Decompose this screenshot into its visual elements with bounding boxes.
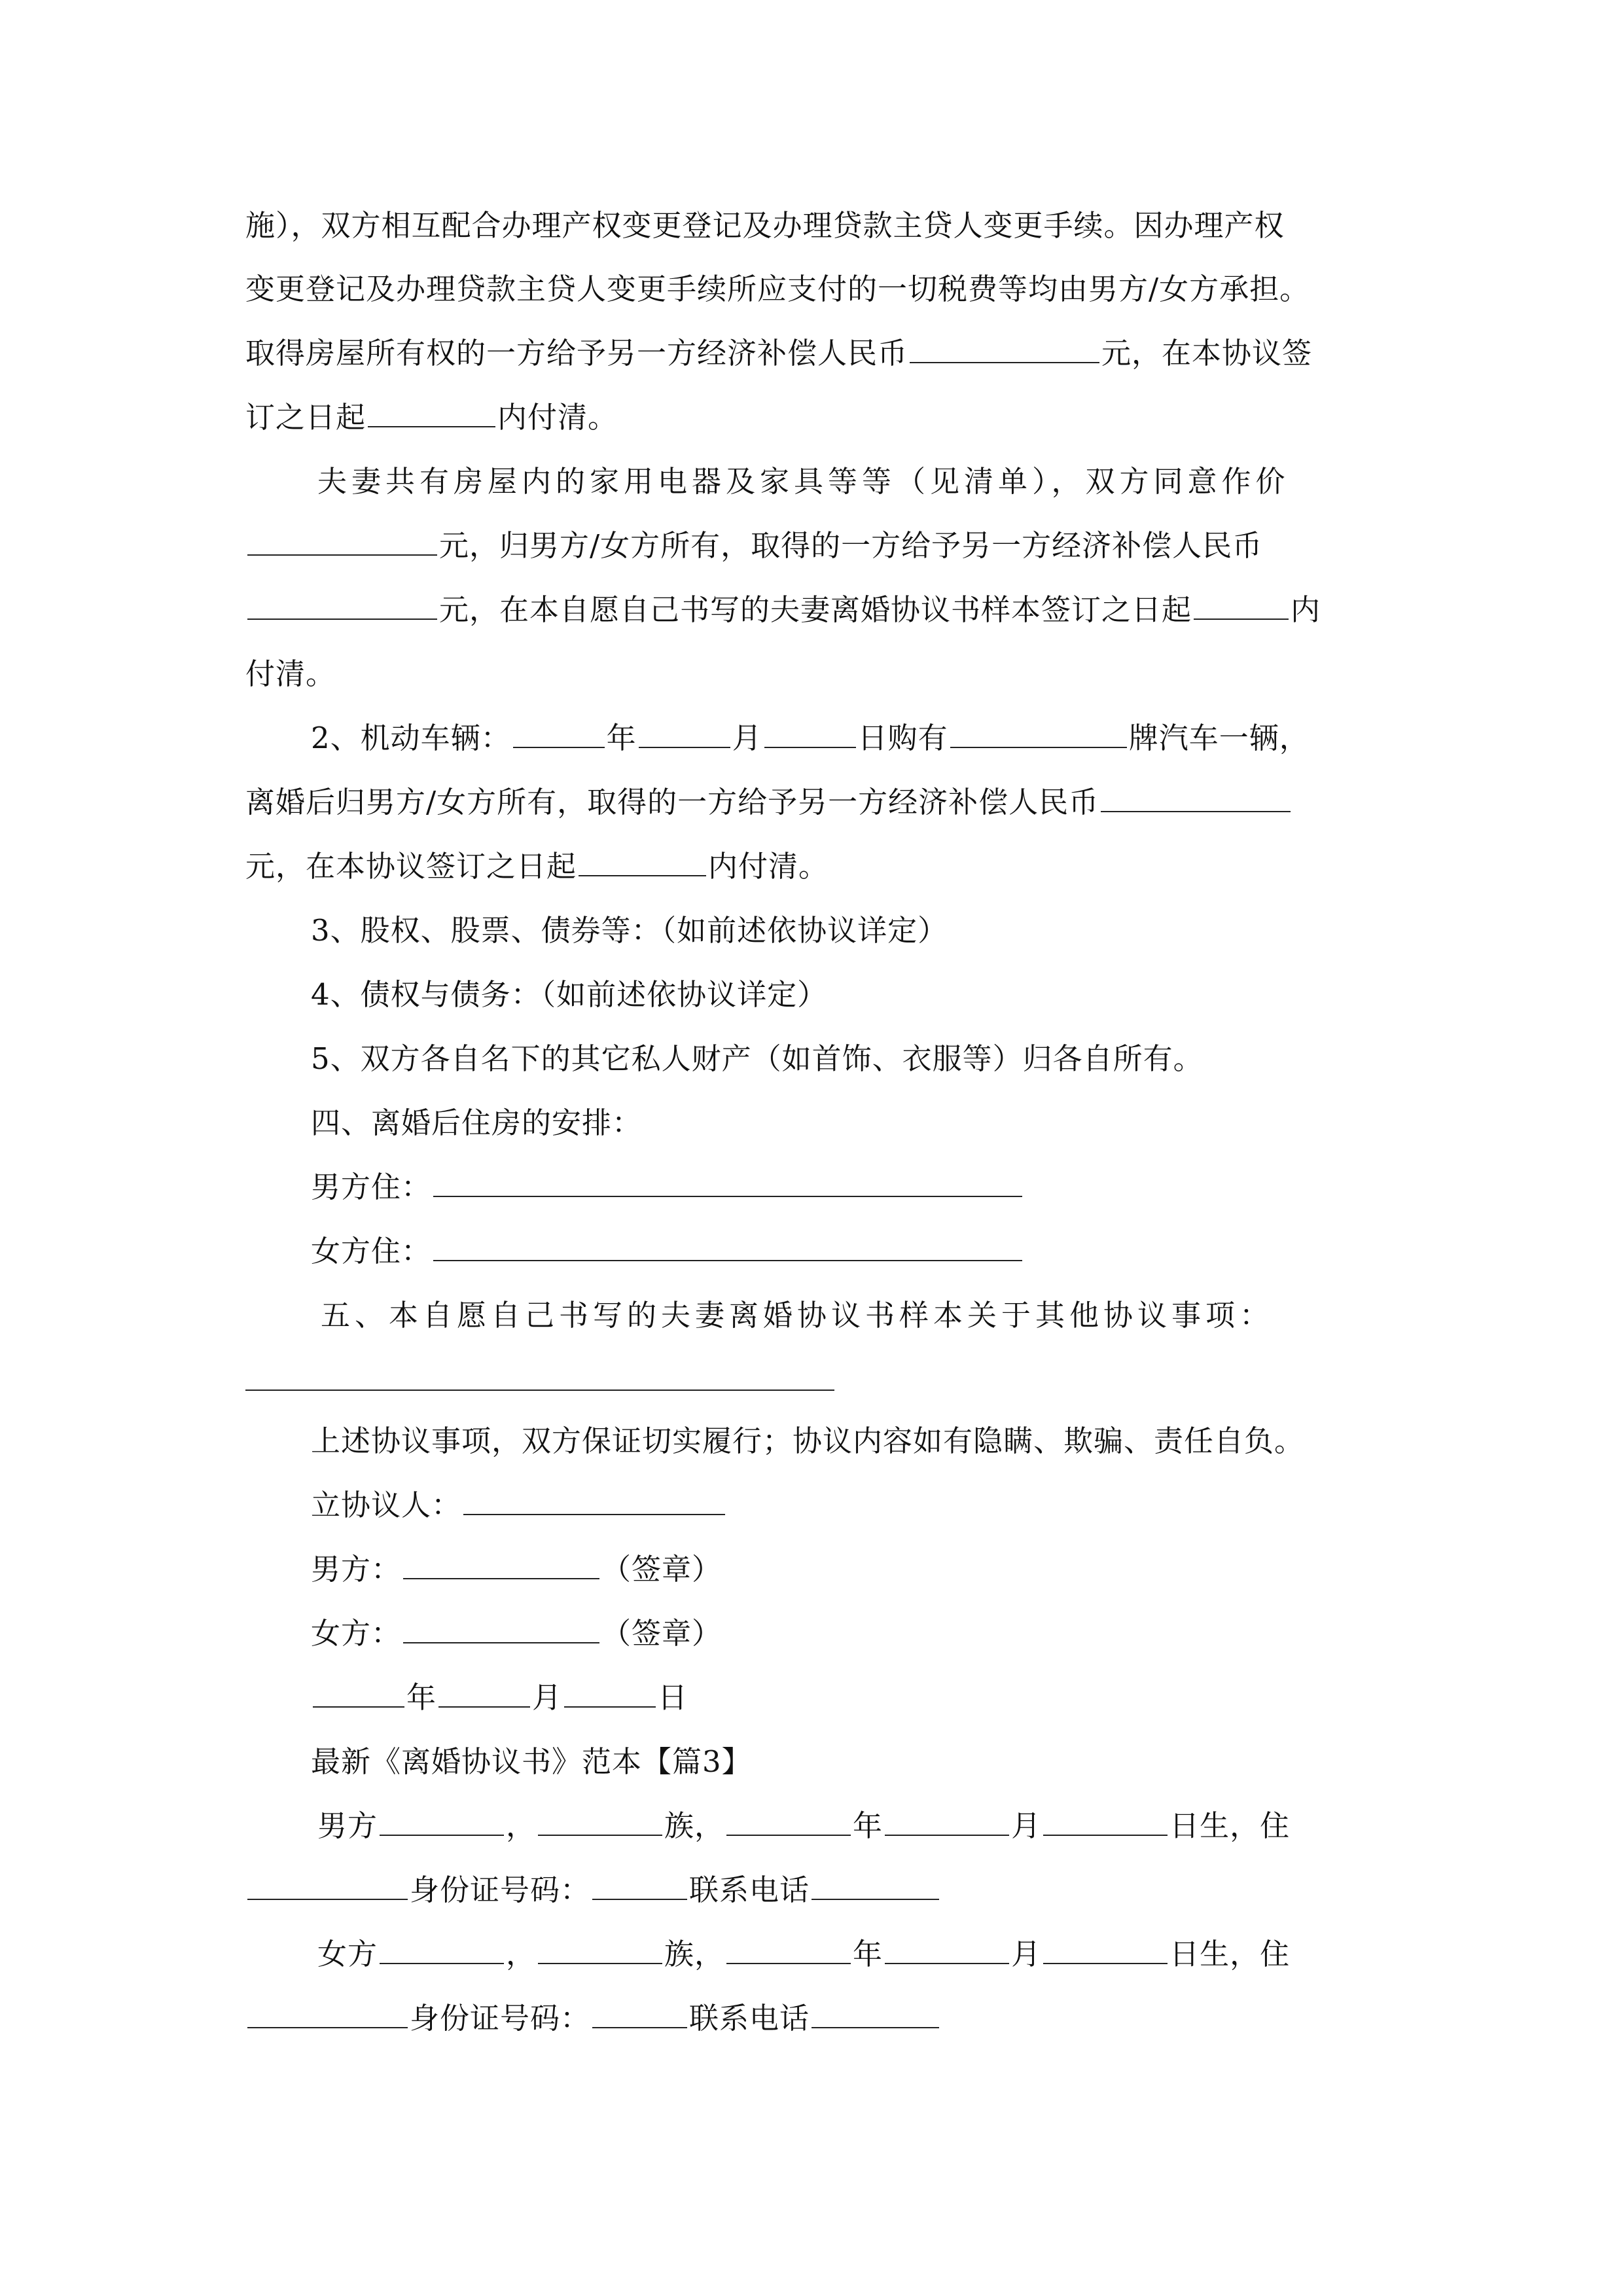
text-line: 4、债权与债务：（如前述依协议详定） bbox=[311, 977, 828, 1012]
text: 女方： bbox=[311, 1616, 402, 1651]
section-heading: 最新《离婚协议书》范本【篇3】 bbox=[311, 1744, 752, 1779]
text: 2、机动车辆： bbox=[311, 721, 511, 755]
year-blank[interactable] bbox=[513, 721, 605, 748]
text: 取得房屋所有权的一方给予另一方经济补偿人民币 bbox=[245, 336, 908, 370]
female-signature-blank[interactable] bbox=[403, 1616, 599, 1643]
text: 女方住： bbox=[311, 1234, 432, 1268]
period-blank[interactable] bbox=[368, 400, 495, 427]
text-line bbox=[311, 719, 1310, 758]
text-line: 变更登记及办理贷款主贷人变更手续所应支付的一切税费等均由男方/女方承担。 bbox=[245, 272, 1310, 306]
text: 日生，住 bbox=[1169, 1937, 1291, 1971]
period-blank[interactable] bbox=[579, 849, 706, 876]
ethnic-blank[interactable] bbox=[538, 1937, 662, 1964]
text: 月 bbox=[732, 721, 762, 755]
other-matters-blank[interactable] bbox=[245, 1390, 834, 1391]
female-residence-blank[interactable] bbox=[433, 1234, 1022, 1261]
month-blank[interactable] bbox=[639, 721, 730, 748]
text: 立协议人： bbox=[311, 1488, 462, 1522]
text-line bbox=[245, 1871, 941, 1910]
text: 内付清。 bbox=[708, 849, 829, 884]
text: 年 bbox=[606, 721, 637, 755]
address-blank[interactable] bbox=[247, 1873, 408, 1900]
text-line: 施），双方相互配合办理产权变更登记及办理贷款主贷人变更手续。因办理产权 bbox=[245, 208, 1285, 243]
section-heading: 五、本自愿自己书写的夫妻离婚协议书样本关于其他协议事项： bbox=[321, 1298, 1274, 1333]
male-signature-blank[interactable] bbox=[403, 1552, 599, 1579]
text: 元，在本协议签 bbox=[1101, 336, 1313, 370]
text: 男方： bbox=[311, 1552, 402, 1587]
year-blank[interactable] bbox=[726, 1808, 851, 1836]
period-blank[interactable] bbox=[1194, 592, 1289, 620]
brand-blank[interactable] bbox=[950, 721, 1127, 748]
text: 族， bbox=[664, 1808, 725, 1843]
text: 年 bbox=[853, 1808, 883, 1843]
text-line bbox=[245, 334, 1312, 373]
text: 内 bbox=[1291, 592, 1321, 627]
text: 身份证号码： bbox=[410, 2001, 591, 2036]
text-line bbox=[245, 783, 1293, 822]
month-blank[interactable] bbox=[885, 1808, 1009, 1836]
text: 日 bbox=[658, 1680, 688, 1715]
phone-blank[interactable] bbox=[812, 1873, 939, 1900]
compensation-blank[interactable] bbox=[910, 336, 1099, 363]
text-line: 上述协议事项，双方保证切实履行；协议内容如有隐瞒、欺骗、责任自负。 bbox=[311, 1424, 1305, 1458]
compensation-blank[interactable] bbox=[247, 592, 437, 620]
phone-blank[interactable] bbox=[812, 2001, 939, 2028]
text: 男方 bbox=[317, 1808, 378, 1843]
text: 元，在本自愿自己书写的夫妻离婚协议书样本签订之日起 bbox=[439, 592, 1192, 627]
text: ， bbox=[506, 1808, 537, 1843]
text-line: 3、股权、股票、债券等：（如前述依协议详定） bbox=[311, 913, 948, 948]
text: 离婚后归男方/女方所有，取得的一方给予另一方经济补偿人民币 bbox=[245, 785, 1099, 819]
text: 元，归男方/女方所有，取得的一方给予另一方经济补偿人民币 bbox=[439, 528, 1263, 563]
text: 身份证号码： bbox=[410, 1873, 591, 1907]
price-blank[interactable] bbox=[247, 528, 437, 556]
text: 年 bbox=[406, 1680, 437, 1715]
name-blank[interactable] bbox=[380, 1808, 504, 1836]
month-blank[interactable] bbox=[885, 1937, 1009, 1964]
text: 女方 bbox=[317, 1937, 378, 1971]
day-blank[interactable] bbox=[564, 1680, 656, 1708]
address-blank[interactable] bbox=[247, 2001, 408, 2028]
ethnic-blank[interactable] bbox=[538, 1808, 662, 1836]
text-line bbox=[245, 590, 1321, 630]
id-blank[interactable] bbox=[592, 2001, 687, 2028]
male-residence-blank[interactable] bbox=[433, 1170, 1022, 1197]
text-line bbox=[311, 1486, 727, 1525]
day-blank[interactable] bbox=[764, 721, 856, 748]
text: 男方住： bbox=[311, 1170, 432, 1204]
month-blank[interactable] bbox=[438, 1680, 530, 1708]
text-line bbox=[245, 398, 618, 437]
text: ， bbox=[506, 1937, 537, 1971]
text: 族， bbox=[664, 1937, 725, 1971]
text: 内付清。 bbox=[497, 400, 618, 435]
text: 元，在本协议签订之日起 bbox=[245, 849, 577, 884]
text: 月 bbox=[1011, 1808, 1042, 1843]
year-blank[interactable] bbox=[313, 1680, 404, 1708]
text: 月 bbox=[532, 1680, 563, 1715]
text: 牌汽车一辆， bbox=[1128, 721, 1310, 755]
text-line bbox=[245, 847, 829, 886]
day-blank[interactable] bbox=[1043, 1937, 1168, 1964]
text-line bbox=[311, 1232, 1024, 1271]
text: 联系电话 bbox=[689, 2001, 810, 2036]
text-line: 夫妻共有房屋内的家用电器及家具等等（见清单），双方同意作价 bbox=[317, 464, 1290, 499]
text-line bbox=[245, 1999, 941, 2038]
text-line: 5、双方各自名下的其它私人财产（如首饰、衣服等）归各自所有。 bbox=[311, 1041, 1204, 1076]
text: （签章） bbox=[601, 1616, 722, 1651]
text-line bbox=[245, 526, 1262, 565]
text-line bbox=[311, 1550, 722, 1589]
text-line: 付清。 bbox=[245, 656, 336, 691]
text: 订之日起 bbox=[245, 400, 366, 435]
text: 月 bbox=[1011, 1937, 1042, 1971]
name-blank[interactable] bbox=[380, 1937, 504, 1964]
text: 日购有 bbox=[857, 721, 948, 755]
text: 联系电话 bbox=[689, 1873, 810, 1907]
id-blank[interactable] bbox=[592, 1873, 687, 1900]
section-heading: 四、离婚后住房的安排： bbox=[311, 1105, 643, 1140]
text: 年 bbox=[853, 1937, 883, 1971]
text-line bbox=[311, 1168, 1024, 1207]
text-line bbox=[317, 1935, 1290, 1974]
day-blank[interactable] bbox=[1043, 1808, 1168, 1836]
text: 日生，住 bbox=[1169, 1808, 1291, 1843]
date-line bbox=[311, 1678, 688, 1717]
text-line bbox=[311, 1614, 722, 1653]
text-line bbox=[317, 1806, 1290, 1846]
text: （签章） bbox=[601, 1552, 722, 1587]
party-blank[interactable] bbox=[463, 1488, 725, 1515]
compensation-blank[interactable] bbox=[1101, 785, 1291, 812]
year-blank[interactable] bbox=[726, 1937, 851, 1964]
